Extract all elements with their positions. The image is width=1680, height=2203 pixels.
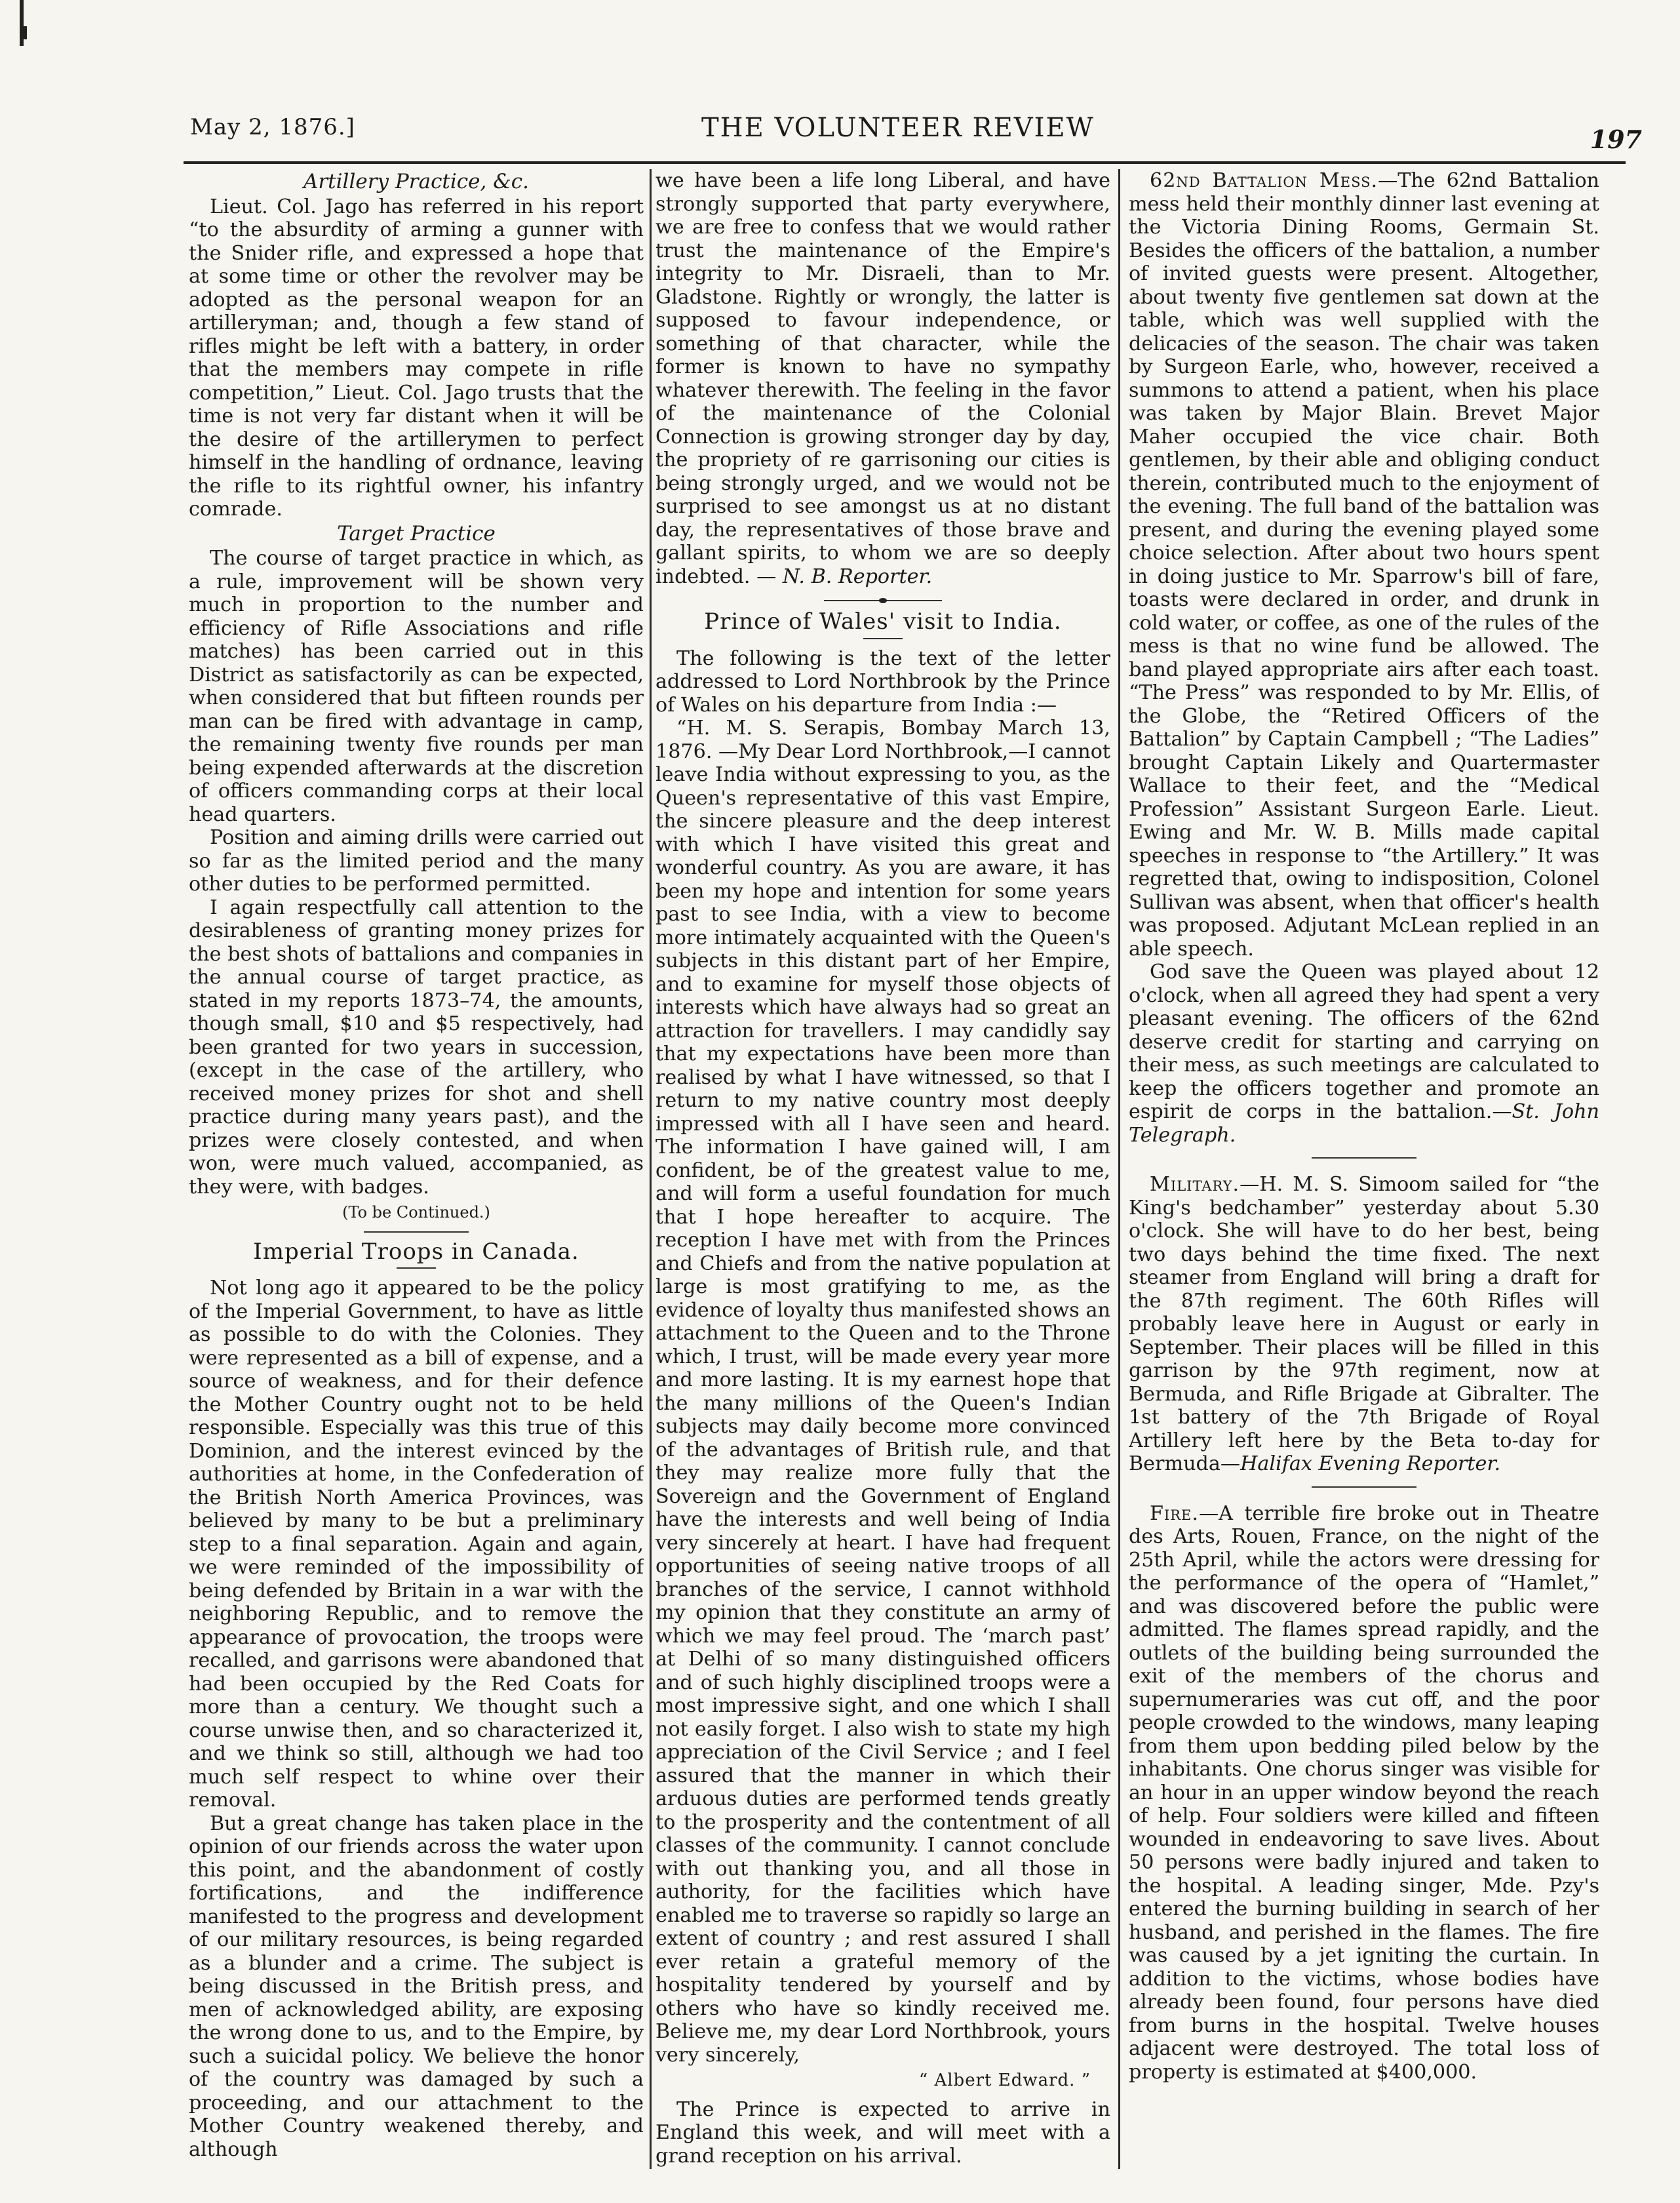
section-rule	[364, 1231, 469, 1233]
column-left	[189, 169, 644, 2175]
article-text: God save the Queen was played about 12 o'clock, when all agreed they had spent a very pleasant evening. The officers of the 62nd deserve credit for starting and carrying on their mess, as such meetings are calculated to keep the officers together and promote an espirit de corps in the battalion.	[1129, 961, 1599, 1123]
source-citation: — N. B. Reporter.	[756, 565, 933, 588]
article-paragraph: Position and aiming drills were carried out so far as the limited period and the many other duties to be performed permitted.	[189, 826, 644, 896]
article-text: we have been a life long Liberal, and have strongly supported that party everywhere, we are free to confess that we would rather trust the maintenance of the Empire's integrity to Mr. Disraeli, than to Mr. Gladstone. Rightly or wrongly, the latter is supposed to favour independence, or something of that character, while the former is known to have no sympathy whatever therewith. The feeling in the favor of the maintenance of the Colonial Connection is growing stronger day by day, the propriety of re garrisoning our cities is being strongly urged, and we would not be surprised to see amongst us at no distant day, the representatives of those brave and gallant spirits, to whom we are so deeply indebted.	[655, 169, 1110, 588]
article-heading: Imperial Troops in Canada.	[253, 1238, 579, 1265]
article-lead: 62nd Battalion Mess.	[1150, 169, 1378, 192]
article-paragraph: Not long ago it appeared to be the policy of the Imperial Government, to have as little as possible to do with the Colonies. They were represented as a bill of expense, and a source of weakness, and for their defence the Mother Country ought not to be held responsible. Especially was this true of this Dominion, and the interest evinced by the authorities at home, in the Confederation of the British North America Provinces, was believed by many to be but a preliminary step to a final separation. Again and again, we were reminded of the impossibility of being defended by Britain in a war with the neighboring Republic, and to remove the appearance of provocation, the troops were recalled, and garrisons were abandoned that had been occupied by the Red Coats for more than a century. We thought such a course unwise then, and so characterized it, and we think so still, although we had too much self respect to whine over their removal.	[189, 1277, 644, 1812]
article-paragraph	[1129, 1173, 1599, 1476]
article-lead: Military.	[1150, 1173, 1240, 1196]
article-paragraph	[1129, 169, 1599, 961]
page-header	[190, 110, 1642, 156]
article-paragraph: I again respectfully call attention to the desirableness of granting money prizes for the best shots of battalions and companies in the annual course of target practice, as stated in my reports 1873–74, the amounts, though small, $10 and $5 respectively, had been granted for two years in succession, (except in the case of the artillery, who received money prizes for shot and shell practice during many years past), and the prizes were closely contested, and when won, were much valued, accompanied, as they were, with badges.	[189, 896, 644, 1199]
section-rule	[1312, 1486, 1416, 1488]
column-divider	[1118, 169, 1120, 2169]
source-citation: —St. John Telegraph.	[1129, 1100, 1599, 1147]
issue-date: May 2, 1876.]	[190, 114, 355, 140]
section-rule	[397, 1267, 436, 1269]
letter-text: “H. M. S. Serapis, Bombay March 13, 1876. —My Dear Lord Northbrook,—I cannot leave India without expressing to you, as the Queen's representative of this vast Empire, the sincere pleasure and the deep interest with which I have visited this great and wonderful country. As you are aware, it has been my hope and intention for some years past to see India, with a view to become more intimately acquainted with the Queen's subjects in this distant part of her Empire, and to examine for myself those objects of interests which have always had so great an attraction for travellers. I may candidly say that my expectations have been more than realised by what I have witnessed, so that I return to my native country most deeply impressed with all I have seen and heard. The information I have gained will, I am confident, be of the greatest value to me, and will form a useful foundation for much that I hope hereafter to acquire. The reception I have met with from the Princes and Chiefs and from the native population at large is most gratifying to me, as the evidence of loyalty thus manifested shows an attachment to the Queen and to the Throne which, I trust, will be made every year more and more lasting. It is my earnest hope that the many millions of the Queen's Indian subjects may daily become more convinced of the advantages of British rule, and that they may realize more fully that the Sovereign and the Government of England have the interests and well being of India very sincerely at heart. I have had frequent opportunities of seeing native troops of all branches of the service, I cannot withhold my opinion that they constitute an army of which we may feel proud. The ‘march past’ at Delhi of so many distinguished officers and of such highly disciplined troops were a most impressive sight, and one which I shall not easily forget. I also wish to state my high appreciation of the Civil Service ; and I feel assured that the manner in which their arduous duties are performed tends greatly to the prosperity and the contentment of all classes of the community. I cannot conclude with out thanking you, and all those in authority, for the facilities which have enabled me to traverse so rapidly so large an extent of country ; and rest assured I shall ever retain a grateful memory of the hospitality tendered by yourself and by others who have so kindly received me. Believe me, my dear Lord Northbrook, yours very sincerely,	[655, 717, 1110, 2067]
article-paragraph	[1129, 961, 1599, 1147]
header-rule	[184, 161, 1626, 164]
article-paragraph: The Prince is expected to arrive in England this week, and will meet with a grand reception on his arrival.	[655, 2097, 1110, 2168]
section-rule	[1312, 1157, 1416, 1159]
article-text: —The 62nd Battalion mess held their monthly dinner last evening at the Victoria Dining Rooms, Germain St. Besides the officers of the battalion, a number of invited guests were present. Altogether, about twenty five gentlemen sat down at the table, which was well supplied with the delicacies of the season. The chair was taken by Surgeon Earle, who, however, received a summons to attend a patient, when his place was taken by Major Blain. Brevet Major Maher occupied the vice chair. Both gentlemen, by their able and obliging conduct therein, contributed much to the enjoyment of the evening. The full band of the battalion was present, and during the evening played some choice selection. After about two hours spent in doing justice to Mr. Sparrow's bill of fare, toasts were declared in order, and drunk in cold water, or coffee, as one of the rules of the mess is that no wine fund be allowed. The band played appropriate airs after each toast. “The Press” was responded to by Mr. Ellis, of the Globe, the “Retired Officers of the Battalion” by Captain Campbell ; “The Ladies” brought Captain Likely and Quartermaster Wallace to their feet, and the “Medical Profession” Assistant Surgeon Earle. Lieut. Ewing and Mr. W. B. Mills made capital speeches in response to “the Artillery.” It was regretted that, owing to indisposition, Colonel Sullivan was absent, when that officer's health was proposed. Adjutant McLean replied in an able speech.	[1129, 169, 1599, 961]
article-paragraph: But a great change has taken place in the opinion of our friends across the water upon this point, and the abandonment of costly fortifications, and the indifference manifested to the progress and development of our military resources, is being regarded as a blunder and a crime. The subject is being discussed in the British press, and men of acknowledged ability, are exposing the wrong done to us, and to the Empire, by such a suicidal policy. We believe the honor of the country was damaged by such a proceeding, and our attachment to the Mother Country weakened thereby, and although	[189, 1812, 644, 2161]
scan-edge-mark	[24, 26, 27, 39]
continued-note: (To be Continued.)	[342, 1203, 490, 1221]
page-number: 197	[1590, 125, 1642, 154]
article-heading: Artillery Practice, &c.	[303, 170, 530, 193]
article-paragraph: The course of target practice in which, as a rule, improvement will be shown very much in proportion to the number and efficiency of Rifle Associations and rifle matches) has been carried out in this District as satisfactorily as can be expected, when considered that but fifteen rounds per man can be fired with advantage in camp, the remaining twenty five rounds per man being expended afterwards at the discretion of officers commanding corps at their local head quarters.	[189, 547, 644, 826]
publication-title: THE VOLUNTEER REVIEW	[701, 113, 1095, 143]
article-lead: Fire.	[1150, 1501, 1199, 1525]
section-ornament	[824, 597, 942, 604]
article-paragraph	[1129, 1502, 1599, 2084]
source-citation: Halifax Evening Reporter.	[1240, 1452, 1501, 1475]
letter-signature: “ Albert Edward. ”	[918, 2071, 1091, 2090]
column-divider	[650, 169, 652, 2169]
article-paragraph: The following is the text of the letter addressed to Lord Northbrook by the Prince of Wales on his departure from India :—	[655, 646, 1110, 717]
article-heading: Prince of Wales' visit to India.	[704, 608, 1062, 635]
column-middle	[655, 169, 1110, 2175]
article-paragraph	[655, 169, 1110, 588]
article-paragraph: Lieut. Col. Jago has referred in his report “to the absurdity of arming a gunner with the Snider rifle, and expressed a hope that at some time or other the revolver may be adopted as the personal weapon for an artilleryman; and, though a few stand of rifles might be left with a battery, in order that the members may compete in rifle competition,” Lieut. Col. Jago trusts that the time is not very far distant when it will be the desire of the artillerymen to perfect himself in the handling of ordnance, leaving the rifle to its rightful owner, his infantry comrade.	[189, 195, 644, 521]
article-subheading: Target Practice	[337, 521, 496, 546]
column-right	[1129, 169, 1599, 2175]
section-rule	[863, 638, 903, 639]
article-text: —A terrible fire broke out in Theatre des Arts, Rouen, France, on the night of the 25th April, while the actors were dressing for the performance of the opera of “Hamlet,” and was discovered before the public were admitted. The flames spread rapidly, and the outlets of the building being surrounded the exit of the members of the chorus and supernumeraries was cut off, and the poor people crowded to the windows, many leaping from them upon bedding piled below by the inhabitants. One chorus singer was visible for an hour in an upper window beyond the reach of help. Four soldiers were killed and fifteen wounded in endeavoring to save lives. About 50 persons were badly injured and taken to the hospital. A leading singer, Mde. Pzy's entered the burning building in search of her husband, and perished in the flames. The fire was caused by a jet igniting the curtain. In addition to the victims, whose bodies have already been found, four persons have died from burns in the hospital. Twelve houses adjacent were destroyed. The total loss of property is estimated at $400,000.	[1129, 1501, 1599, 2084]
article-text: —H. M. S. Simoom sailed for “the King's bedchamber” yesterday about 5.30 o'clock. She will have to do her best, being two days behind the time fixed. The next steamer from England will bring a draft for the 87th regiment. The 60th Rifles will probably leave here in August or early in September. Their places will be filled in this garrison by the 97th regiment, now at Bermuda, and Rifle Brigade at Gibralter. The 1st battery of the 7th Brigade of Royal Artillery left here by the Beta to-day for Bermuda—	[1129, 1173, 1599, 1475]
